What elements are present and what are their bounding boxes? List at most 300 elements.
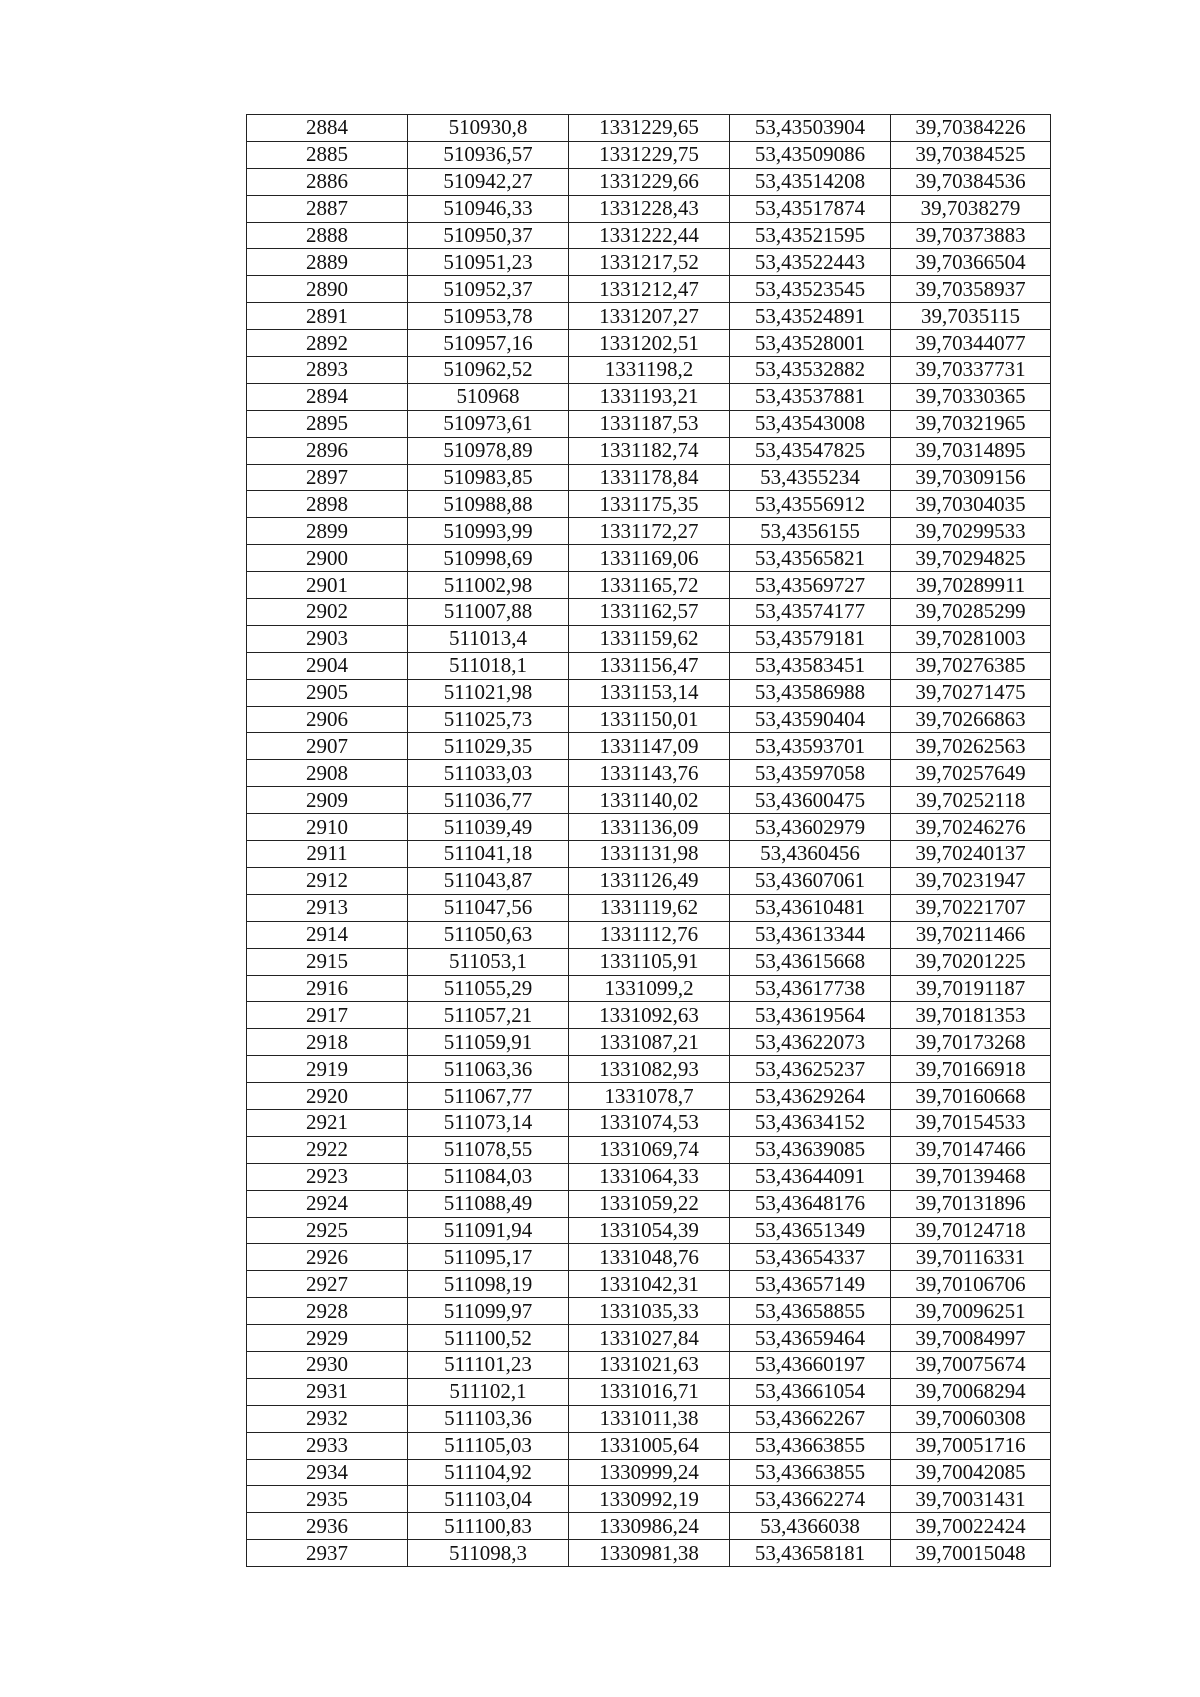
point-number-cell: 2917 <box>247 1002 408 1029</box>
x-coordinate-cell: 511050,63 <box>408 921 569 948</box>
x-coordinate-cell: 511084,03 <box>408 1163 569 1190</box>
longitude-cell: 39,70257649 <box>891 760 1051 787</box>
latitude-cell: 53,43590404 <box>730 706 891 733</box>
table-row <box>247 1163 1051 1190</box>
latitude-cell: 53,43663855 <box>730 1432 891 1459</box>
longitude-cell: 39,70294825 <box>891 545 1051 572</box>
longitude-cell: 39,70330365 <box>891 383 1051 410</box>
point-number-cell: 2896 <box>247 437 408 464</box>
y-coordinate-cell: 1331112,76 <box>569 921 730 948</box>
y-coordinate-cell: 1331187,53 <box>569 410 730 437</box>
y-coordinate-cell: 1331042,31 <box>569 1271 730 1298</box>
y-coordinate-cell: 1331054,39 <box>569 1217 730 1244</box>
point-number-cell: 2922 <box>247 1136 408 1163</box>
y-coordinate-cell: 1331198,2 <box>569 357 730 384</box>
point-number-cell: 2891 <box>247 303 408 330</box>
x-coordinate-cell: 511104,92 <box>408 1459 569 1486</box>
x-coordinate-cell: 511099,97 <box>408 1298 569 1325</box>
y-coordinate-cell: 1331162,57 <box>569 599 730 626</box>
latitude-cell: 53,43648176 <box>730 1190 891 1217</box>
table-row <box>247 679 1051 706</box>
latitude-cell: 53,43661054 <box>730 1378 891 1405</box>
longitude-cell: 39,70173268 <box>891 1029 1051 1056</box>
x-coordinate-cell: 511103,36 <box>408 1405 569 1432</box>
latitude-cell: 53,43619564 <box>730 1002 891 1029</box>
longitude-cell: 39,70221707 <box>891 894 1051 921</box>
x-coordinate-cell: 510936,57 <box>408 141 569 168</box>
table-row <box>247 276 1051 303</box>
x-coordinate-cell: 511013,4 <box>408 625 569 652</box>
table-row <box>247 1325 1051 1352</box>
coordinate-table-body <box>247 115 1051 1567</box>
y-coordinate-cell: 1331193,21 <box>569 383 730 410</box>
point-number-cell: 2904 <box>247 652 408 679</box>
x-coordinate-cell: 511078,55 <box>408 1136 569 1163</box>
table-row <box>247 168 1051 195</box>
x-coordinate-cell: 511025,73 <box>408 706 569 733</box>
table-row <box>247 1540 1051 1567</box>
latitude-cell: 53,43556912 <box>730 491 891 518</box>
x-coordinate-cell: 510953,78 <box>408 303 569 330</box>
point-number-cell: 2909 <box>247 787 408 814</box>
point-number-cell: 2905 <box>247 679 408 706</box>
table-row <box>247 1405 1051 1432</box>
table-row <box>247 706 1051 733</box>
y-coordinate-cell: 1331136,09 <box>569 814 730 841</box>
point-number-cell: 2894 <box>247 383 408 410</box>
longitude-cell: 39,70309156 <box>891 464 1051 491</box>
y-coordinate-cell: 1330992,19 <box>569 1486 730 1513</box>
latitude-cell: 53,4355234 <box>730 464 891 491</box>
y-coordinate-cell: 1331229,65 <box>569 115 730 142</box>
latitude-cell: 53,43574177 <box>730 599 891 626</box>
x-coordinate-cell: 510962,52 <box>408 357 569 384</box>
longitude-cell: 39,70131896 <box>891 1190 1051 1217</box>
x-coordinate-cell: 511021,98 <box>408 679 569 706</box>
x-coordinate-cell: 511105,03 <box>408 1432 569 1459</box>
y-coordinate-cell: 1331099,2 <box>569 975 730 1002</box>
y-coordinate-cell: 1331222,44 <box>569 222 730 249</box>
x-coordinate-cell: 511101,23 <box>408 1351 569 1378</box>
latitude-cell: 53,43617738 <box>730 975 891 1002</box>
latitude-cell: 53,43547825 <box>730 437 891 464</box>
point-number-cell: 2895 <box>247 410 408 437</box>
point-number-cell: 2927 <box>247 1271 408 1298</box>
latitude-cell: 53,43514208 <box>730 168 891 195</box>
x-coordinate-cell: 510978,89 <box>408 437 569 464</box>
longitude-cell: 39,7035115 <box>891 303 1051 330</box>
table-row <box>247 652 1051 679</box>
y-coordinate-cell: 1330986,24 <box>569 1513 730 1540</box>
latitude-cell: 53,43658855 <box>730 1298 891 1325</box>
y-coordinate-cell: 1331016,71 <box>569 1378 730 1405</box>
table-row <box>247 1432 1051 1459</box>
x-coordinate-cell: 511033,03 <box>408 760 569 787</box>
point-number-cell: 2886 <box>247 168 408 195</box>
x-coordinate-cell: 511091,94 <box>408 1217 569 1244</box>
point-number-cell: 2898 <box>247 491 408 518</box>
y-coordinate-cell: 1331153,14 <box>569 679 730 706</box>
longitude-cell: 39,70181353 <box>891 1002 1051 1029</box>
table-row <box>247 437 1051 464</box>
x-coordinate-cell: 511103,04 <box>408 1486 569 1513</box>
point-number-cell: 2933 <box>247 1432 408 1459</box>
longitude-cell: 39,70314895 <box>891 437 1051 464</box>
longitude-cell: 39,70154533 <box>891 1109 1051 1136</box>
latitude-cell: 53,43522443 <box>730 249 891 276</box>
table-row <box>247 383 1051 410</box>
table-row <box>247 1298 1051 1325</box>
y-coordinate-cell: 1331156,47 <box>569 652 730 679</box>
latitude-cell: 53,4360456 <box>730 841 891 868</box>
y-coordinate-cell: 1331074,53 <box>569 1109 730 1136</box>
longitude-cell: 39,70281003 <box>891 625 1051 652</box>
latitude-cell: 53,43569727 <box>730 572 891 599</box>
longitude-cell: 39,70042085 <box>891 1459 1051 1486</box>
longitude-cell: 39,70051716 <box>891 1432 1051 1459</box>
y-coordinate-cell: 1331143,76 <box>569 760 730 787</box>
longitude-cell: 39,70304035 <box>891 491 1051 518</box>
table-row <box>247 1109 1051 1136</box>
longitude-cell: 39,70139468 <box>891 1163 1051 1190</box>
table-row <box>247 1486 1051 1513</box>
point-number-cell: 2930 <box>247 1351 408 1378</box>
point-number-cell: 2902 <box>247 599 408 626</box>
y-coordinate-cell: 1331165,72 <box>569 572 730 599</box>
table-row <box>247 1002 1051 1029</box>
y-coordinate-cell: 1331005,64 <box>569 1432 730 1459</box>
longitude-cell: 39,70022424 <box>891 1513 1051 1540</box>
table-row <box>247 841 1051 868</box>
latitude-cell: 53,43610481 <box>730 894 891 921</box>
longitude-cell: 39,70384525 <box>891 141 1051 168</box>
table-row <box>247 1136 1051 1163</box>
longitude-cell: 39,70240137 <box>891 841 1051 868</box>
latitude-cell: 53,43657149 <box>730 1271 891 1298</box>
point-number-cell: 2935 <box>247 1486 408 1513</box>
y-coordinate-cell: 1331229,66 <box>569 168 730 195</box>
point-number-cell: 2913 <box>247 894 408 921</box>
y-coordinate-cell: 1331207,27 <box>569 303 730 330</box>
latitude-cell: 53,43602979 <box>730 814 891 841</box>
point-number-cell: 2911 <box>247 841 408 868</box>
x-coordinate-cell: 510983,85 <box>408 464 569 491</box>
point-number-cell: 2893 <box>247 357 408 384</box>
y-coordinate-cell: 1331150,01 <box>569 706 730 733</box>
x-coordinate-cell: 511007,88 <box>408 599 569 626</box>
longitude-cell: 39,70366504 <box>891 249 1051 276</box>
latitude-cell: 53,43597058 <box>730 760 891 787</box>
point-number-cell: 2892 <box>247 330 408 357</box>
latitude-cell: 53,43521595 <box>730 222 891 249</box>
point-number-cell: 2910 <box>247 814 408 841</box>
table-row <box>247 330 1051 357</box>
longitude-cell: 39,70252118 <box>891 787 1051 814</box>
latitude-cell: 53,43528001 <box>730 330 891 357</box>
longitude-cell: 39,70289911 <box>891 572 1051 599</box>
x-coordinate-cell: 511100,52 <box>408 1325 569 1352</box>
latitude-cell: 53,43629264 <box>730 1083 891 1110</box>
latitude-cell: 53,4366038 <box>730 1513 891 1540</box>
longitude-cell: 39,70262563 <box>891 733 1051 760</box>
y-coordinate-cell: 1331069,74 <box>569 1136 730 1163</box>
longitude-cell: 39,70084997 <box>891 1325 1051 1352</box>
y-coordinate-cell: 1331178,84 <box>569 464 730 491</box>
x-coordinate-cell: 511073,14 <box>408 1109 569 1136</box>
longitude-cell: 39,70166918 <box>891 1056 1051 1083</box>
latitude-cell: 53,43613344 <box>730 921 891 948</box>
x-coordinate-cell: 511063,36 <box>408 1056 569 1083</box>
x-coordinate-cell: 511088,49 <box>408 1190 569 1217</box>
point-number-cell: 2916 <box>247 975 408 1002</box>
latitude-cell: 53,43600475 <box>730 787 891 814</box>
table-row <box>247 249 1051 276</box>
point-number-cell: 2906 <box>247 706 408 733</box>
longitude-cell: 39,70160668 <box>891 1083 1051 1110</box>
x-coordinate-cell: 511100,83 <box>408 1513 569 1540</box>
x-coordinate-cell: 511055,29 <box>408 975 569 1002</box>
y-coordinate-cell: 1331228,43 <box>569 195 730 222</box>
table-row <box>247 1513 1051 1540</box>
y-coordinate-cell: 1331105,91 <box>569 948 730 975</box>
y-coordinate-cell: 1331202,51 <box>569 330 730 357</box>
point-number-cell: 2884 <box>247 115 408 142</box>
table-row <box>247 1459 1051 1486</box>
x-coordinate-cell: 510998,69 <box>408 545 569 572</box>
point-number-cell: 2901 <box>247 572 408 599</box>
longitude-cell: 39,70116331 <box>891 1244 1051 1271</box>
longitude-cell: 39,70285299 <box>891 599 1051 626</box>
latitude-cell: 53,43651349 <box>730 1217 891 1244</box>
table-row <box>247 733 1051 760</box>
y-coordinate-cell: 1330999,24 <box>569 1459 730 1486</box>
point-number-cell: 2907 <box>247 733 408 760</box>
longitude-cell: 39,70373883 <box>891 222 1051 249</box>
latitude-cell: 53,43659464 <box>730 1325 891 1352</box>
longitude-cell: 39,70231947 <box>891 867 1051 894</box>
latitude-cell: 53,43625237 <box>730 1056 891 1083</box>
y-coordinate-cell: 1331172,27 <box>569 518 730 545</box>
x-coordinate-cell: 511067,77 <box>408 1083 569 1110</box>
table-row <box>247 867 1051 894</box>
latitude-cell: 53,43537881 <box>730 383 891 410</box>
longitude-cell: 39,70211466 <box>891 921 1051 948</box>
longitude-cell: 39,70358937 <box>891 276 1051 303</box>
latitude-cell: 53,43622073 <box>730 1029 891 1056</box>
x-coordinate-cell: 510952,37 <box>408 276 569 303</box>
longitude-cell: 39,70266863 <box>891 706 1051 733</box>
point-number-cell: 2908 <box>247 760 408 787</box>
point-number-cell: 2931 <box>247 1378 408 1405</box>
y-coordinate-cell: 1331182,74 <box>569 437 730 464</box>
y-coordinate-cell: 1331035,33 <box>569 1298 730 1325</box>
point-number-cell: 2888 <box>247 222 408 249</box>
table-row <box>247 410 1051 437</box>
x-coordinate-cell: 510942,27 <box>408 168 569 195</box>
latitude-cell: 53,43634152 <box>730 1109 891 1136</box>
x-coordinate-cell: 511039,49 <box>408 814 569 841</box>
longitude-cell: 39,70191187 <box>891 975 1051 1002</box>
point-number-cell: 2923 <box>247 1163 408 1190</box>
x-coordinate-cell: 510957,16 <box>408 330 569 357</box>
point-number-cell: 2936 <box>247 1513 408 1540</box>
x-coordinate-cell: 510993,99 <box>408 518 569 545</box>
latitude-cell: 53,43607061 <box>730 867 891 894</box>
point-number-cell: 2926 <box>247 1244 408 1271</box>
table-row <box>247 1378 1051 1405</box>
point-number-cell: 2890 <box>247 276 408 303</box>
table-row <box>247 760 1051 787</box>
longitude-cell: 39,70271475 <box>891 679 1051 706</box>
longitude-cell: 39,70096251 <box>891 1298 1051 1325</box>
x-coordinate-cell: 511018,1 <box>408 652 569 679</box>
point-number-cell: 2885 <box>247 141 408 168</box>
latitude-cell: 53,43523545 <box>730 276 891 303</box>
latitude-cell: 53,43524891 <box>730 303 891 330</box>
x-coordinate-cell: 510950,37 <box>408 222 569 249</box>
latitude-cell: 53,43586988 <box>730 679 891 706</box>
table-row <box>247 599 1051 626</box>
point-number-cell: 2899 <box>247 518 408 545</box>
latitude-cell: 53,43615668 <box>730 948 891 975</box>
x-coordinate-cell: 511002,98 <box>408 572 569 599</box>
y-coordinate-cell: 1331048,76 <box>569 1244 730 1271</box>
latitude-cell: 53,43660197 <box>730 1351 891 1378</box>
y-coordinate-cell: 1331140,02 <box>569 787 730 814</box>
y-coordinate-cell: 1331027,84 <box>569 1325 730 1352</box>
y-coordinate-cell: 1331131,98 <box>569 841 730 868</box>
point-number-cell: 2900 <box>247 545 408 572</box>
latitude-cell: 53,43579181 <box>730 625 891 652</box>
longitude-cell: 39,70031431 <box>891 1486 1051 1513</box>
table-row <box>247 1029 1051 1056</box>
x-coordinate-cell: 510968 <box>408 383 569 410</box>
table-row <box>247 921 1051 948</box>
table-row <box>247 1217 1051 1244</box>
x-coordinate-cell: 511059,91 <box>408 1029 569 1056</box>
table-row <box>247 1056 1051 1083</box>
latitude-cell: 53,43654337 <box>730 1244 891 1271</box>
latitude-cell: 53,43663855 <box>730 1459 891 1486</box>
table-row <box>247 1244 1051 1271</box>
y-coordinate-cell: 1331011,38 <box>569 1405 730 1432</box>
point-number-cell: 2918 <box>247 1029 408 1056</box>
x-coordinate-cell: 510973,61 <box>408 410 569 437</box>
point-number-cell: 2914 <box>247 921 408 948</box>
y-coordinate-cell: 1331021,63 <box>569 1351 730 1378</box>
x-coordinate-cell: 511098,19 <box>408 1271 569 1298</box>
point-number-cell: 2912 <box>247 867 408 894</box>
y-coordinate-cell: 1331059,22 <box>569 1190 730 1217</box>
point-number-cell: 2915 <box>247 948 408 975</box>
point-number-cell: 2928 <box>247 1298 408 1325</box>
y-coordinate-cell: 1331087,21 <box>569 1029 730 1056</box>
x-coordinate-cell: 510946,33 <box>408 195 569 222</box>
y-coordinate-cell: 1331092,63 <box>569 1002 730 1029</box>
table-row <box>247 1083 1051 1110</box>
longitude-cell: 39,70068294 <box>891 1378 1051 1405</box>
table-row <box>247 545 1051 572</box>
latitude-cell: 53,43509086 <box>730 141 891 168</box>
y-coordinate-cell: 1331078,7 <box>569 1083 730 1110</box>
latitude-cell: 53,43639085 <box>730 1136 891 1163</box>
longitude-cell: 39,7038279 <box>891 195 1051 222</box>
point-number-cell: 2887 <box>247 195 408 222</box>
x-coordinate-cell: 511047,56 <box>408 894 569 921</box>
longitude-cell: 39,70246276 <box>891 814 1051 841</box>
longitude-cell: 39,70060308 <box>891 1405 1051 1432</box>
latitude-cell: 53,43593701 <box>730 733 891 760</box>
table-row <box>247 814 1051 841</box>
x-coordinate-cell: 510930,8 <box>408 115 569 142</box>
longitude-cell: 39,70075674 <box>891 1351 1051 1378</box>
table-row <box>247 625 1051 652</box>
point-number-cell: 2903 <box>247 625 408 652</box>
table-row <box>247 975 1051 1002</box>
table-row <box>247 303 1051 330</box>
point-number-cell: 2919 <box>247 1056 408 1083</box>
x-coordinate-cell: 511036,77 <box>408 787 569 814</box>
table-row <box>247 787 1051 814</box>
y-coordinate-cell: 1331217,52 <box>569 249 730 276</box>
latitude-cell: 53,43662274 <box>730 1486 891 1513</box>
x-coordinate-cell: 511095,17 <box>408 1244 569 1271</box>
longitude-cell: 39,70344077 <box>891 330 1051 357</box>
coordinate-table <box>246 114 1051 1567</box>
table-row <box>247 115 1051 142</box>
longitude-cell: 39,70321965 <box>891 410 1051 437</box>
latitude-cell: 53,43503904 <box>730 115 891 142</box>
longitude-cell: 39,70124718 <box>891 1217 1051 1244</box>
point-number-cell: 2924 <box>247 1190 408 1217</box>
latitude-cell: 53,43662267 <box>730 1405 891 1432</box>
point-number-cell: 2925 <box>247 1217 408 1244</box>
table-row <box>247 357 1051 384</box>
longitude-cell: 39,70384226 <box>891 115 1051 142</box>
longitude-cell: 39,70384536 <box>891 168 1051 195</box>
longitude-cell: 39,70337731 <box>891 357 1051 384</box>
y-coordinate-cell: 1331229,75 <box>569 141 730 168</box>
table-row <box>247 464 1051 491</box>
table-row <box>247 1190 1051 1217</box>
y-coordinate-cell: 1331175,35 <box>569 491 730 518</box>
table-row <box>247 141 1051 168</box>
latitude-cell: 53,43583451 <box>730 652 891 679</box>
x-coordinate-cell: 511029,35 <box>408 733 569 760</box>
longitude-cell: 39,70147466 <box>891 1136 1051 1163</box>
latitude-cell: 53,43565821 <box>730 545 891 572</box>
x-coordinate-cell: 510988,88 <box>408 491 569 518</box>
longitude-cell: 39,70106706 <box>891 1271 1051 1298</box>
table-row <box>247 491 1051 518</box>
x-coordinate-cell: 511053,1 <box>408 948 569 975</box>
y-coordinate-cell: 1331119,62 <box>569 894 730 921</box>
table-row <box>247 1271 1051 1298</box>
point-number-cell: 2937 <box>247 1540 408 1567</box>
point-number-cell: 2920 <box>247 1083 408 1110</box>
table-row <box>247 195 1051 222</box>
point-number-cell: 2921 <box>247 1109 408 1136</box>
table-row <box>247 948 1051 975</box>
y-coordinate-cell: 1331082,93 <box>569 1056 730 1083</box>
table-row <box>247 518 1051 545</box>
point-number-cell: 2897 <box>247 464 408 491</box>
x-coordinate-cell: 511041,18 <box>408 841 569 868</box>
y-coordinate-cell: 1331159,62 <box>569 625 730 652</box>
point-number-cell: 2934 <box>247 1459 408 1486</box>
x-coordinate-cell: 510951,23 <box>408 249 569 276</box>
point-number-cell: 2932 <box>247 1405 408 1432</box>
